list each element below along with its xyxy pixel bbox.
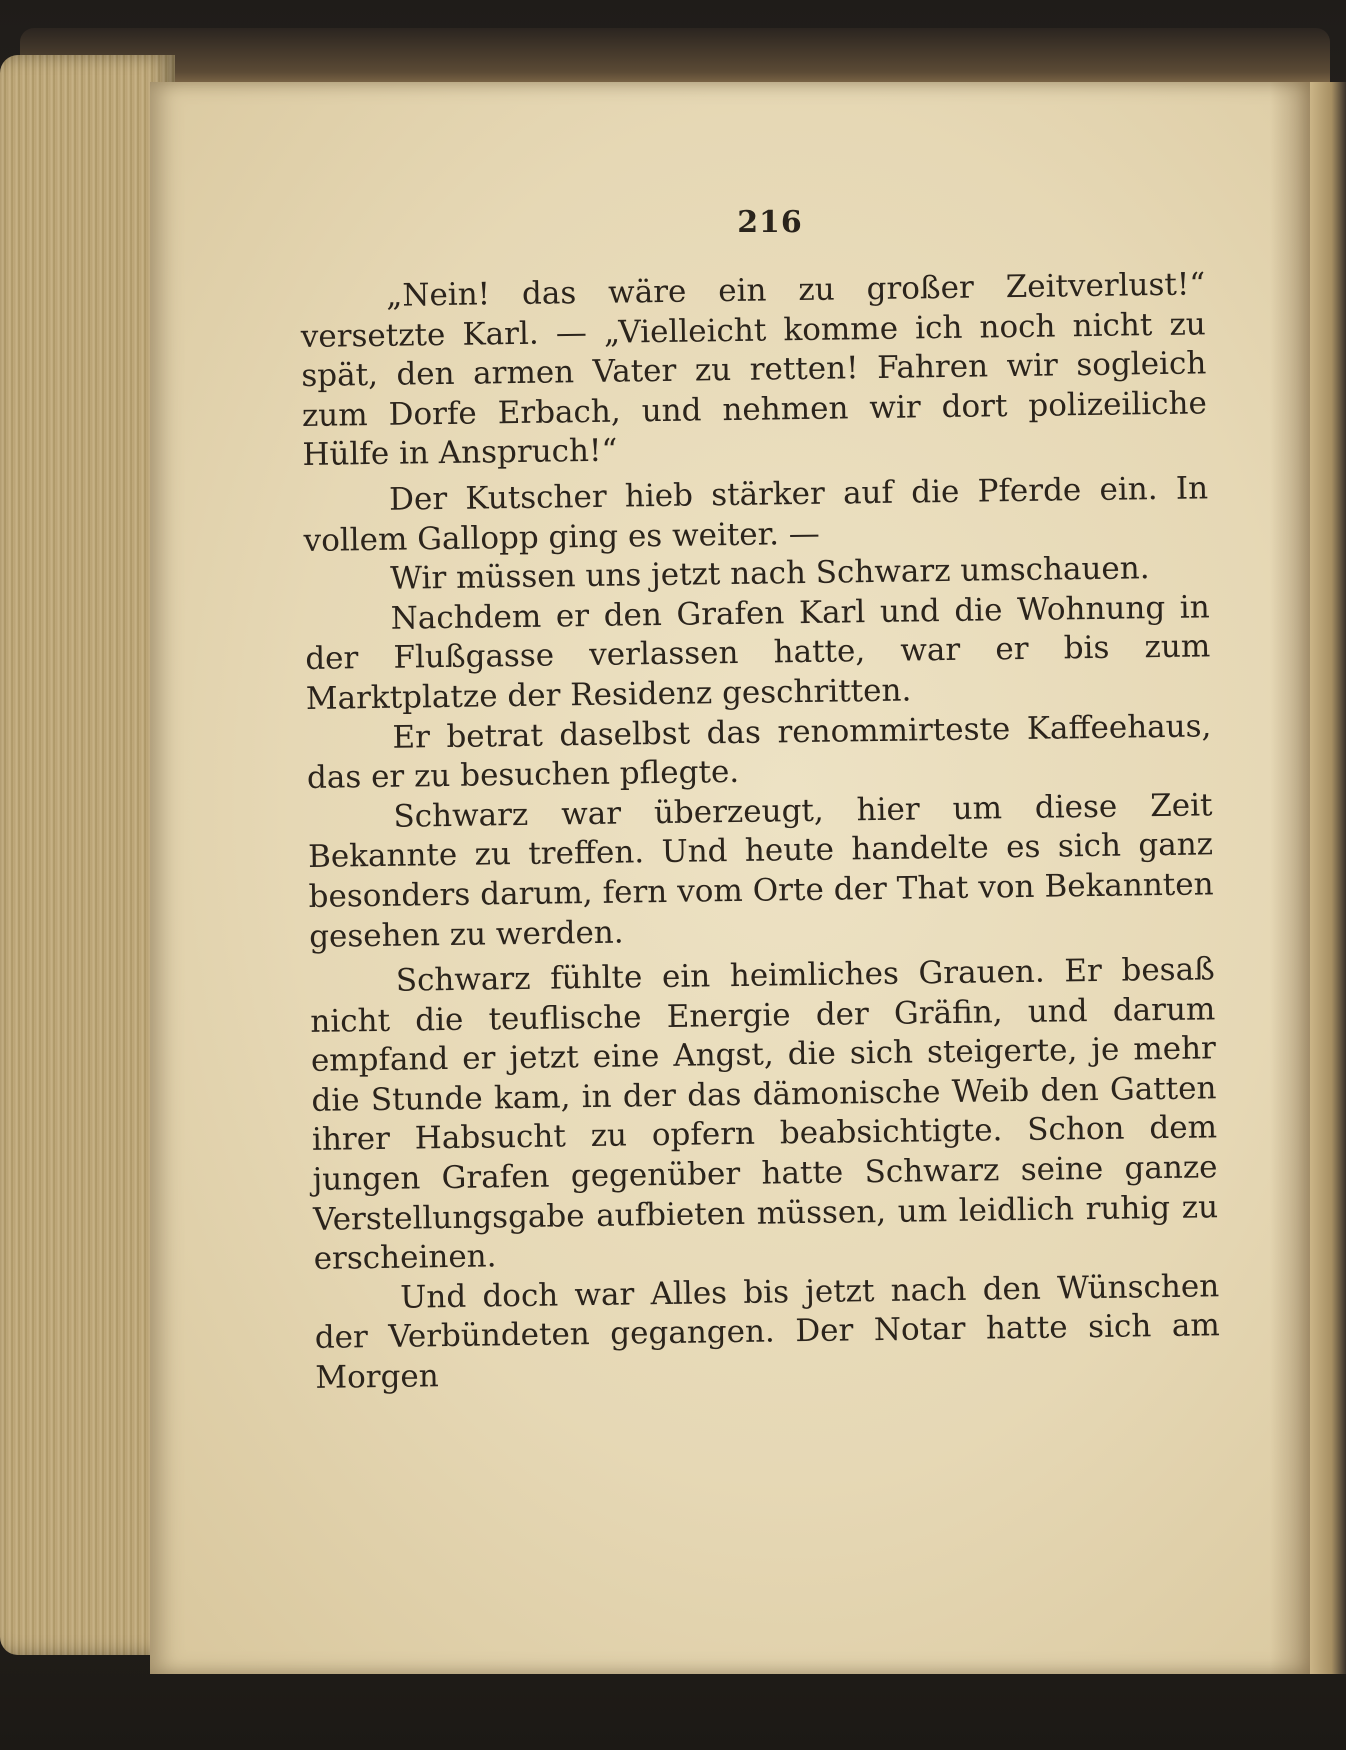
paragraph: Schwarz war überzeugt, hier um diese Zeit Bekannte zu treffen. Und heute handelte es sich ganz besonders darum, fern vom Orte der That von Bekannten gesehen zu werden. — [307, 787, 1214, 955]
page-edges-left — [0, 55, 175, 1655]
paragraph: Er betrat daselbst das renommirteste Kaffeehaus, das er zu besuchen pflegte. — [306, 707, 1212, 797]
paragraph: Nachdem er den Grafen Karl und die Wohnung in der Flußgasse verlassen hatte, war er bis zum Marktplatze der Residenz geschritten. — [305, 589, 1211, 717]
book-cover-top — [20, 28, 1330, 83]
book-spine-right — [1310, 82, 1346, 1674]
page-gutter-shadow — [1270, 82, 1310, 1674]
paragraph: Und doch war Alles bis jetzt nach den Wünschen der Verbündeten gegangen. Der Notar hatte sich am Morgen — [314, 1268, 1220, 1396]
paragraph: Wir müssen uns jetzt nach Schwarz umschauen. — [389, 550, 1150, 597]
paragraph: Der Kutscher hieb stärker auf die Pferde ein. In vollem Gallopp ging es weiter. — — [303, 470, 1209, 559]
paragraph: Schwarz fühlte ein heimliches Grauen. Er besaß nicht die teuflische Energie der Gräfin, und darum empfand er jetzt eine Angst, die sich steigerte, je mehr die Stunde kam, in der das dämonische Weib den Gatten ihrer Habsucht zu opfern beabsichtigte. Schon dem jungen Grafen gegenüber hatte Schwarz seine ganze Verstellungsgabe aufbieten müssen, um leidlich ruhig zu erscheinen. — [310, 951, 1219, 1278]
paragraph: „Nein! das wäre ein zu großer Zeitverlust!“ versetzte Karl. — „Vielleicht komme ich noch nicht zu spät, den armen Vater zu retten! Fahren wir sogleich zum Dorfe Erbach, und nehmen wir dort polizeiliche Hülfe in Anspruch!“ — [300, 266, 1208, 474]
page-text — [300, 265, 1221, 1398]
page-number: 216 — [737, 205, 803, 240]
